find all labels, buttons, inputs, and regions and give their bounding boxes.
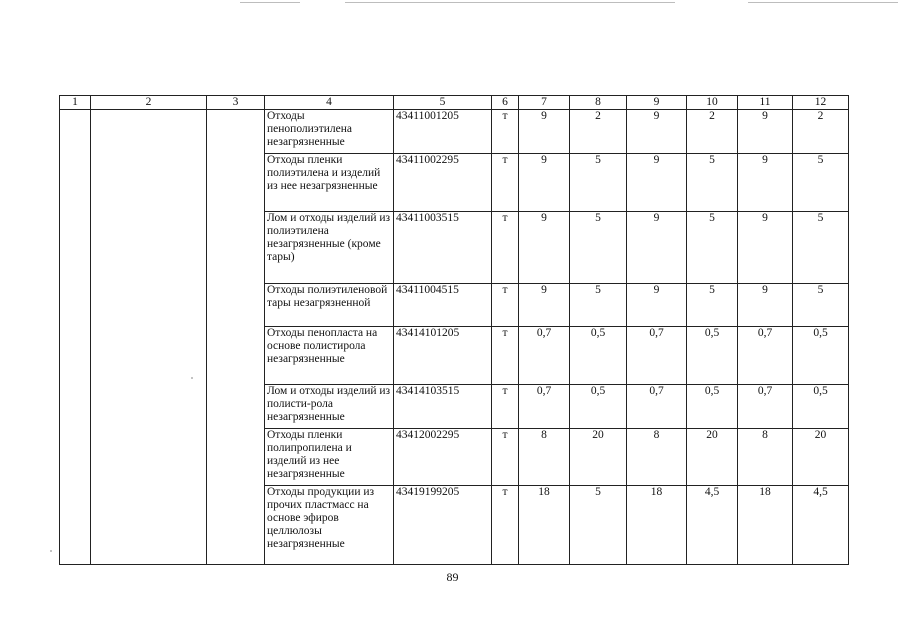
value-cell: 0,7: [519, 327, 570, 385]
waste-code: 43414103515: [394, 385, 492, 429]
column-number: 1: [60, 96, 91, 110]
value-cell: 5: [570, 154, 627, 212]
value-cell: 5: [793, 154, 849, 212]
value-cell: 9: [627, 212, 687, 284]
value-cell: 0,7: [738, 385, 793, 429]
waste-code: 43411003515: [394, 212, 492, 284]
waste-code: 43411004515: [394, 284, 492, 327]
waste-code: 43411001205: [394, 110, 492, 154]
value-cell: 0,5: [687, 385, 738, 429]
waste-code: 43411002295: [394, 154, 492, 212]
column-number: 11: [738, 96, 793, 110]
column-number: 3: [207, 96, 265, 110]
unit: т: [492, 212, 519, 284]
column-number: 7: [519, 96, 570, 110]
value-cell: 5: [687, 212, 738, 284]
scan-artifact: [50, 550, 52, 552]
waste-code: 43412002295: [394, 429, 492, 486]
column-number: 12: [793, 96, 849, 110]
unit: т: [492, 327, 519, 385]
value-cell: 18: [519, 486, 570, 565]
value-cell: 0,7: [519, 385, 570, 429]
value-cell: 2: [793, 110, 849, 154]
value-cell: 9: [738, 110, 793, 154]
column-number: 2: [91, 96, 207, 110]
unit: т: [492, 284, 519, 327]
value-cell: 9: [738, 154, 793, 212]
value-cell: 5: [687, 154, 738, 212]
value-cell: 0,5: [793, 327, 849, 385]
value-cell: 9: [519, 154, 570, 212]
table-row: [60, 110, 849, 154]
value-cell: 5: [570, 284, 627, 327]
empty-cell: [91, 110, 207, 565]
waste-name: Лом и отходы изделий из полисти-рола незагрязненные: [265, 385, 394, 429]
scan-artifact: [748, 2, 898, 3]
unit: т: [492, 110, 519, 154]
value-cell: 9: [519, 212, 570, 284]
value-cell: 9: [519, 110, 570, 154]
value-cell: 20: [793, 429, 849, 486]
value-cell: 9: [738, 284, 793, 327]
waste-name: Отходы пленки полипропилена и изделий из нее незагрязненные: [265, 429, 394, 486]
value-cell: 5: [687, 284, 738, 327]
waste-name: Отходы пенопласта на основе полистирола незагрязненные: [265, 327, 394, 385]
value-cell: 20: [570, 429, 627, 486]
waste-code: 43414101205: [394, 327, 492, 385]
value-cell: 20: [687, 429, 738, 486]
value-cell: 9: [627, 284, 687, 327]
value-cell: 4,5: [687, 486, 738, 565]
value-cell: 8: [738, 429, 793, 486]
waste-name: Отходы продукции из прочих пластмасс на основе эфиров целлюлозы незагрязненные: [265, 486, 394, 565]
value-cell: 9: [627, 154, 687, 212]
column-number: 4: [265, 96, 394, 110]
value-cell: 5: [570, 486, 627, 565]
value-cell: 5: [793, 212, 849, 284]
value-cell: 18: [627, 486, 687, 565]
value-cell: 2: [687, 110, 738, 154]
column-number: 9: [627, 96, 687, 110]
waste-name: Отходы пленки полиэтилена и изделий из нее незагрязненные: [265, 154, 394, 212]
column-number: 5: [394, 96, 492, 110]
waste-name: Отходы пенополиэтилена незагрязненные: [265, 110, 394, 154]
waste-name: Лом и отходы изделий из полиэтилена незагрязненные (кроме тары): [265, 212, 394, 284]
value-cell: 0,7: [738, 327, 793, 385]
scan-artifact: [345, 2, 675, 3]
waste-code: 43419199205: [394, 486, 492, 565]
page-number: 89: [446, 570, 459, 584]
value-cell: 8: [627, 429, 687, 486]
value-cell: 9: [738, 212, 793, 284]
empty-cell: [60, 110, 91, 565]
value-cell: 9: [627, 110, 687, 154]
value-cell: 18: [738, 486, 793, 565]
column-number-row: [60, 96, 849, 110]
value-cell: 5: [570, 212, 627, 284]
empty-cell: [207, 110, 265, 565]
unit: т: [492, 154, 519, 212]
value-cell: 0,5: [570, 327, 627, 385]
value-cell: 0,5: [793, 385, 849, 429]
value-cell: 8: [519, 429, 570, 486]
value-cell: 2: [570, 110, 627, 154]
value-cell: 0,5: [570, 385, 627, 429]
column-number: 10: [687, 96, 738, 110]
column-number: 6: [492, 96, 519, 110]
waste-table: [59, 95, 849, 565]
waste-name: Отходы полиэтиленовой тары незагрязненной: [265, 284, 394, 327]
column-number: 8: [570, 96, 627, 110]
scan-artifact: [240, 2, 300, 3]
value-cell: 0,5: [687, 327, 738, 385]
unit: т: [492, 486, 519, 565]
value-cell: 4,5: [793, 486, 849, 565]
value-cell: 0,7: [627, 327, 687, 385]
unit: т: [492, 385, 519, 429]
unit: т: [492, 429, 519, 486]
value-cell: 9: [519, 284, 570, 327]
value-cell: 0,7: [627, 385, 687, 429]
value-cell: 5: [793, 284, 849, 327]
